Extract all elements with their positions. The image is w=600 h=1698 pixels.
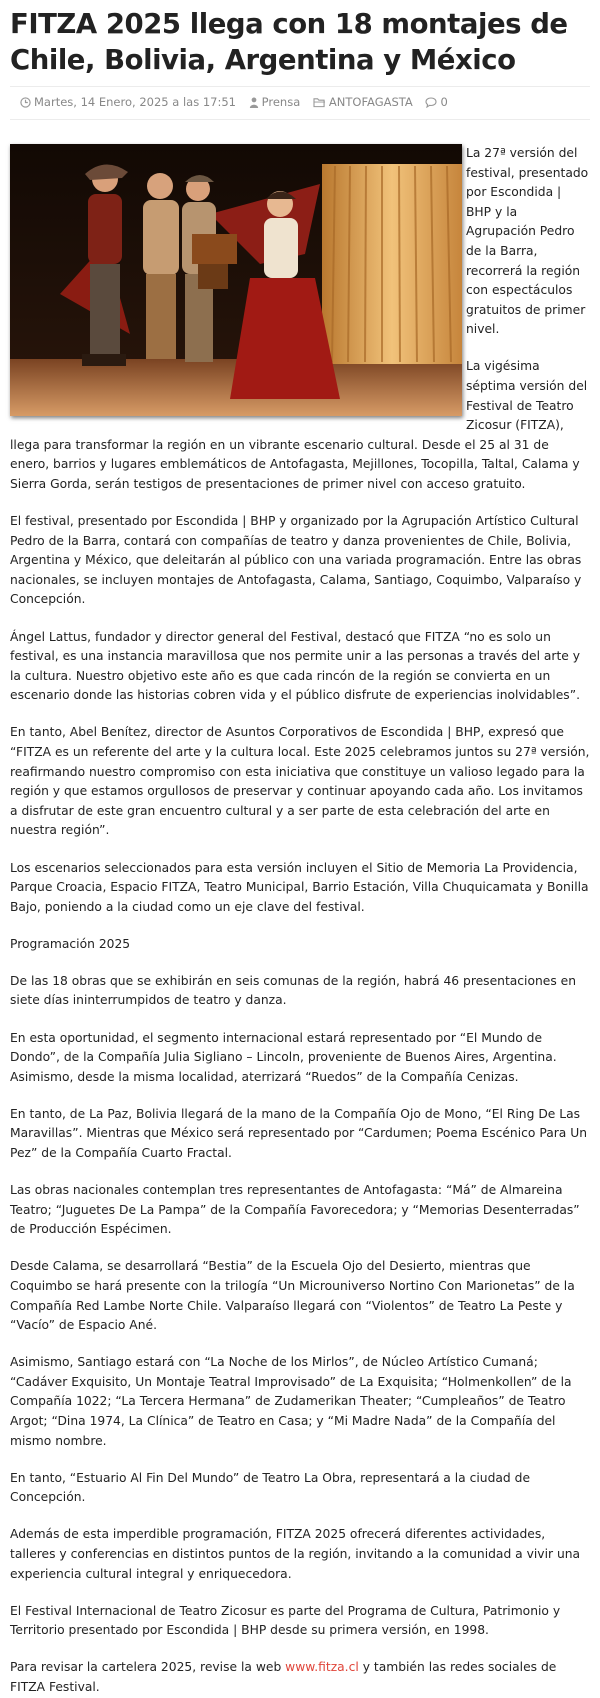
comment-icon [425, 97, 437, 108]
paragraph-11: Asimismo, Santiago estará con “La Noche de los Mirlos”, de Núcleo Artístico Cumaná; “Cadáver Exquisito, Un Montaje Teatral Improvisado” de La Exquisita; “Holmenkollen” de la Compañía 1022; “La Tercera Hermana” de Zudamerikan Theater; “Cumpleaños” de Teatro Argot; “Dina 1974, La Clínica” de Teatro en Casa; y “Mi Madre Nada” de la Compañía del mismo nombre. [10, 1355, 572, 1448]
user-icon [249, 97, 259, 108]
paragraph-4: En tanto, Abel Benítez, director de Asuntos Corporativos de Escondida | BHP, expresó que “FITZA es un referente del arte y la cultura local. Este 2025 celebramos juntos su 27ª versión, reafirmando nuestro compromiso con esta iniciativa que constituye un valioso legado para la región y que estamos orgullosos de preservar y continuar apoyando cada año. Los invitamos a disfrutar de este gran encuentro cultural y a ser parte de esta celebración del arte en nuestra región”. [10, 725, 590, 838]
paragraph-12: En tanto, “Estuario Al Fin Del Mundo” de Teatro La Obra, representará a la ciudad de Concepción. [10, 1470, 531, 1505]
clock-icon [20, 97, 31, 108]
paragraph-1: La vigésima séptima versión del Festival de Teatro Zicosur (FITZA), llega para transformar la región en un vibrante escenario cultural. Desde el 25 al 31 de enero, barrios y lugares emblemáticos de Antofagasta, Mejillones, Tocopilla, Taltal, Calama y Sierra Gorda, serán testigos de presentaciones de primer nivel con acceso gratuito. [10, 359, 588, 491]
theater-scene-image [10, 144, 462, 416]
fitza-website-link[interactable]: www.fitza.cl [285, 1660, 359, 1675]
article-intro: La 27ª versión del festival, presentado por Escondida | BHP y la Agrupación Pedro de la Barra, recorrerá la región con espectáculos gratuitos de primer nivel. [466, 146, 589, 337]
paragraph-13: Además de esta imperdible programación, FITZA 2025 ofrecerá diferentes actividades, talleres y conferencias en distintos puntos de la región, invitando a la comunidad a vivir una experiencia cultural integral y enriquecedora. [10, 1527, 581, 1581]
meta-author[interactable]: Prensa [249, 95, 301, 109]
meta-category[interactable]: ANTOFAGASTA [313, 95, 413, 109]
article-body [10, 144, 590, 1698]
paragraph-5: Los escenarios seleccionados para esta versión incluyen el Sitio de Memoria La Providencia, Parque Croacia, Espacio FITZA, Teatro Municipal, Barrio Estación, Villa Chuquicamata y Bonilla Bajo, poniendo a la ciudad como un eje clave del festival. [10, 860, 589, 914]
paragraph-14: El Festival Internacional de Teatro Zicosur es parte del Programa de Cultura, Patrimonio y Territorio presentado por Escondida | BHP desde su primera versión, en 1998. [10, 1603, 561, 1638]
folder-icon [313, 97, 326, 108]
meta-date: Martes, 14 Enero, 2025 a las 17:51 [20, 95, 236, 109]
paragraph-7: En esta oportunidad, el segmento internacional estará representado por “El Mundo de Dondo”, de la Compañía Julia Sigliano – Lincoln, proveniente de Buenos Aires, Argentina. Asimismo, desde la misma localidad, aterrizará “Ruedos” de la Compañía Cenizas. [10, 1030, 557, 1084]
section-heading-programacion: Programación 2025 [10, 936, 131, 951]
article-title: FITZA 2025 llega con 18 montajes de Chile, Bolivia, Argentina y México [10, 8, 568, 76]
article-meta [10, 86, 590, 120]
paragraph-2: El festival, presentado por Escondida | BHP y organizado por la Agrupación Artístico Cultural Pedro de la Barra, contará con compañías de teatro y danza provenientes de Chile, Bolivia, Argentina y México, que deleitarán al público con una variada programación. Entre las obras nacionales, se incluyen montajes de Antofagasta, Calama, Santiago, Coquimbo, Valparaíso y Concepción. [10, 514, 582, 607]
closing-paragraph: Para revisar la cartelera 2025, revise la web www.fitza.cl y también las redes sociales de FITZA Festival. [10, 1660, 557, 1694]
paragraph-10: Desde Calama, se desarrollará “Bestia” de la Escuela Ojo del Desierto, mientras que Coquimbo se hará presente con la trilogía “Un Microuniverso Nortino Con Marionetas” de la Compañía Red Lambe Norte Chile. Valparaíso llegará con “Violentos” de Teatro La Peste y “Vacío” de Espacio Ané. [10, 1259, 575, 1333]
article-photo [10, 144, 462, 416]
paragraph-6: De las 18 obras que se exhibirán en seis comunas de la región, habrá 46 presentaciones en siete días ininterrumpidos de teatro y danza. [10, 973, 577, 1008]
paragraph-9: Las obras nacionales contemplan tres representantes de Antofagasta: “Má” de Almareina Teatro; “Juguetes De La Pampa” de la Compañía Favorecedora; y “Memorias Desenterradas” de Producción Espécimen. [10, 1183, 580, 1237]
paragraph-3: Ángel Lattus, fundador y director general del Festival, destacó que FITZA “no es solo un festival, es una instancia maravillosa que nos permite unir a las personas a través del arte y la cultura. Nuestro objetivo este año es que cada rincón de la región se convierta en un escenario donde las historias cobren vida y el público disfrute de experiencias inolvidables”. [10, 629, 581, 703]
meta-comments[interactable]: 0 [425, 95, 447, 109]
paragraph-8: En tanto, de La Paz, Bolivia llegará de la mano de la Compañía Ojo de Mono, “El Ring De Las Maravillas”. Mientras que México será representado por “Cardumen; Poema Escénico Para Un Pez” de la Compañía Cuarto Fractal. [10, 1106, 588, 1161]
